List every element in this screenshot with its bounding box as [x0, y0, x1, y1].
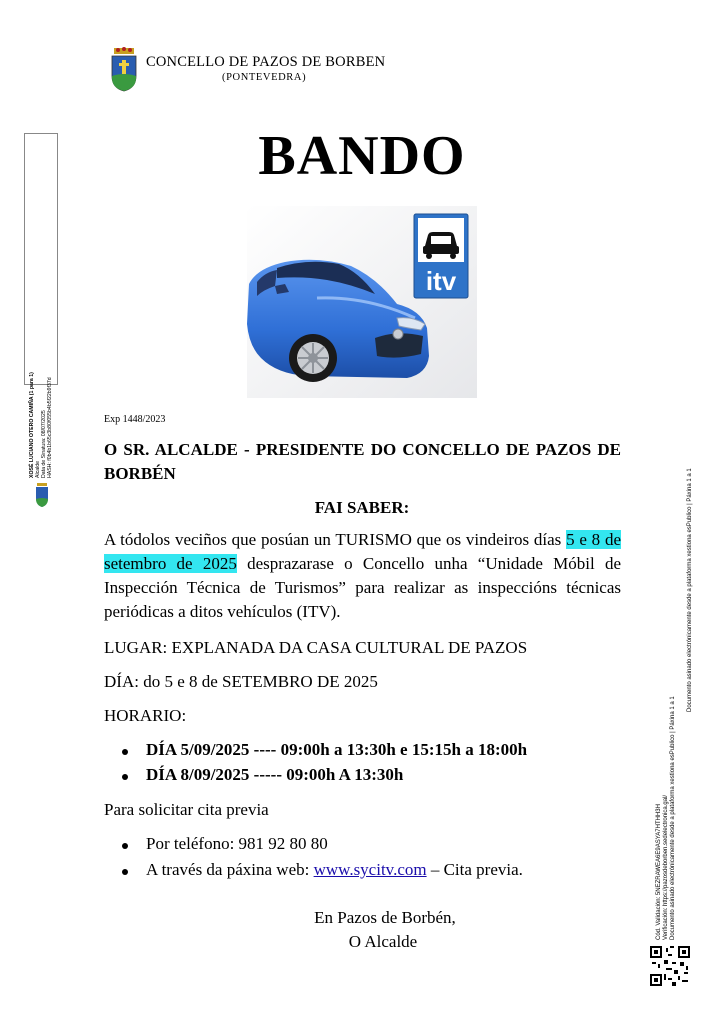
- qr-code: [650, 946, 690, 986]
- closing-signer: O Alcalde: [348, 932, 418, 951]
- date-line: DÍA: do 5 e 8 de SETEMBRO DE 2025: [104, 672, 378, 691]
- signer-name: XOSÉ LUCIANO OTERO CAMIÑA (1 para 1): [29, 372, 35, 478]
- location-line: LUGAR: EXPLANADA DA CASA CULTURAL DE PAZOS: [104, 638, 528, 657]
- sycitv-link[interactable]: www.sycitv.com: [313, 860, 427, 879]
- intro-text-after: desprazarase o Concello unha “Unidade Móbil de Inspección Técnica de Turismos” para realizar as inspeccións técnicas periódicas a ditos vehículos (ITV).: [104, 554, 621, 621]
- itv-car-image: [247, 206, 477, 398]
- organization-province: (PONTEVEDRA): [222, 72, 307, 83]
- expedient-number: Exp 1448/2023: [104, 414, 166, 425]
- signature-date: Data de Sinatura: 08/07/2025: [41, 410, 47, 478]
- verification-url: Verificación: https://pazosdeborben.sedelectronica.gal/: [663, 794, 669, 940]
- organization-name: CONCELLO DE PAZOS DE BORBEN: [146, 54, 386, 70]
- intro-paragraph: [104, 528, 621, 624]
- intro-text-before: A tódolos veciños que posúan un TURISMO que os vindeiros días: [104, 530, 567, 549]
- signer-role: Alcalde: [35, 460, 41, 478]
- page-indicator: Documento asinado electrónicamente desde a plataforma xestiona esPublico | Páxina 1 a 1: [687, 468, 693, 712]
- validation-code: Cód. Validación: 5NEZRAWEA6E9ASYA7HTHH3H: [656, 804, 662, 940]
- itv-badge-text: itv: [425, 266, 457, 296]
- fai-saber-heading: FAI SABER:: [314, 498, 410, 517]
- document-note: Documento asinado electrónicamente desde a plataforma xestiona esPublico | Páxina 1 a 1: [670, 696, 676, 940]
- page-title: BANDO: [258, 125, 466, 187]
- highlighted-dates: 5 e 8 de setembro de 2025: [104, 530, 621, 573]
- schedule-label: HORARIO:: [104, 706, 187, 725]
- announcement-heading: O SR. ALCALDE - PRESIDENTE DO CONCELLO DE PAZOS DE BORBÉN: [104, 440, 621, 483]
- closing-place: En Pazos de Borbén,: [314, 908, 456, 927]
- appointment-label: Para solicitar cita previa: [104, 800, 269, 819]
- municipal-crest-logo: [110, 46, 138, 92]
- signature-hash: HASH: f0b4b1b65c3b80f055b4b5f22b9f37d: [47, 377, 53, 478]
